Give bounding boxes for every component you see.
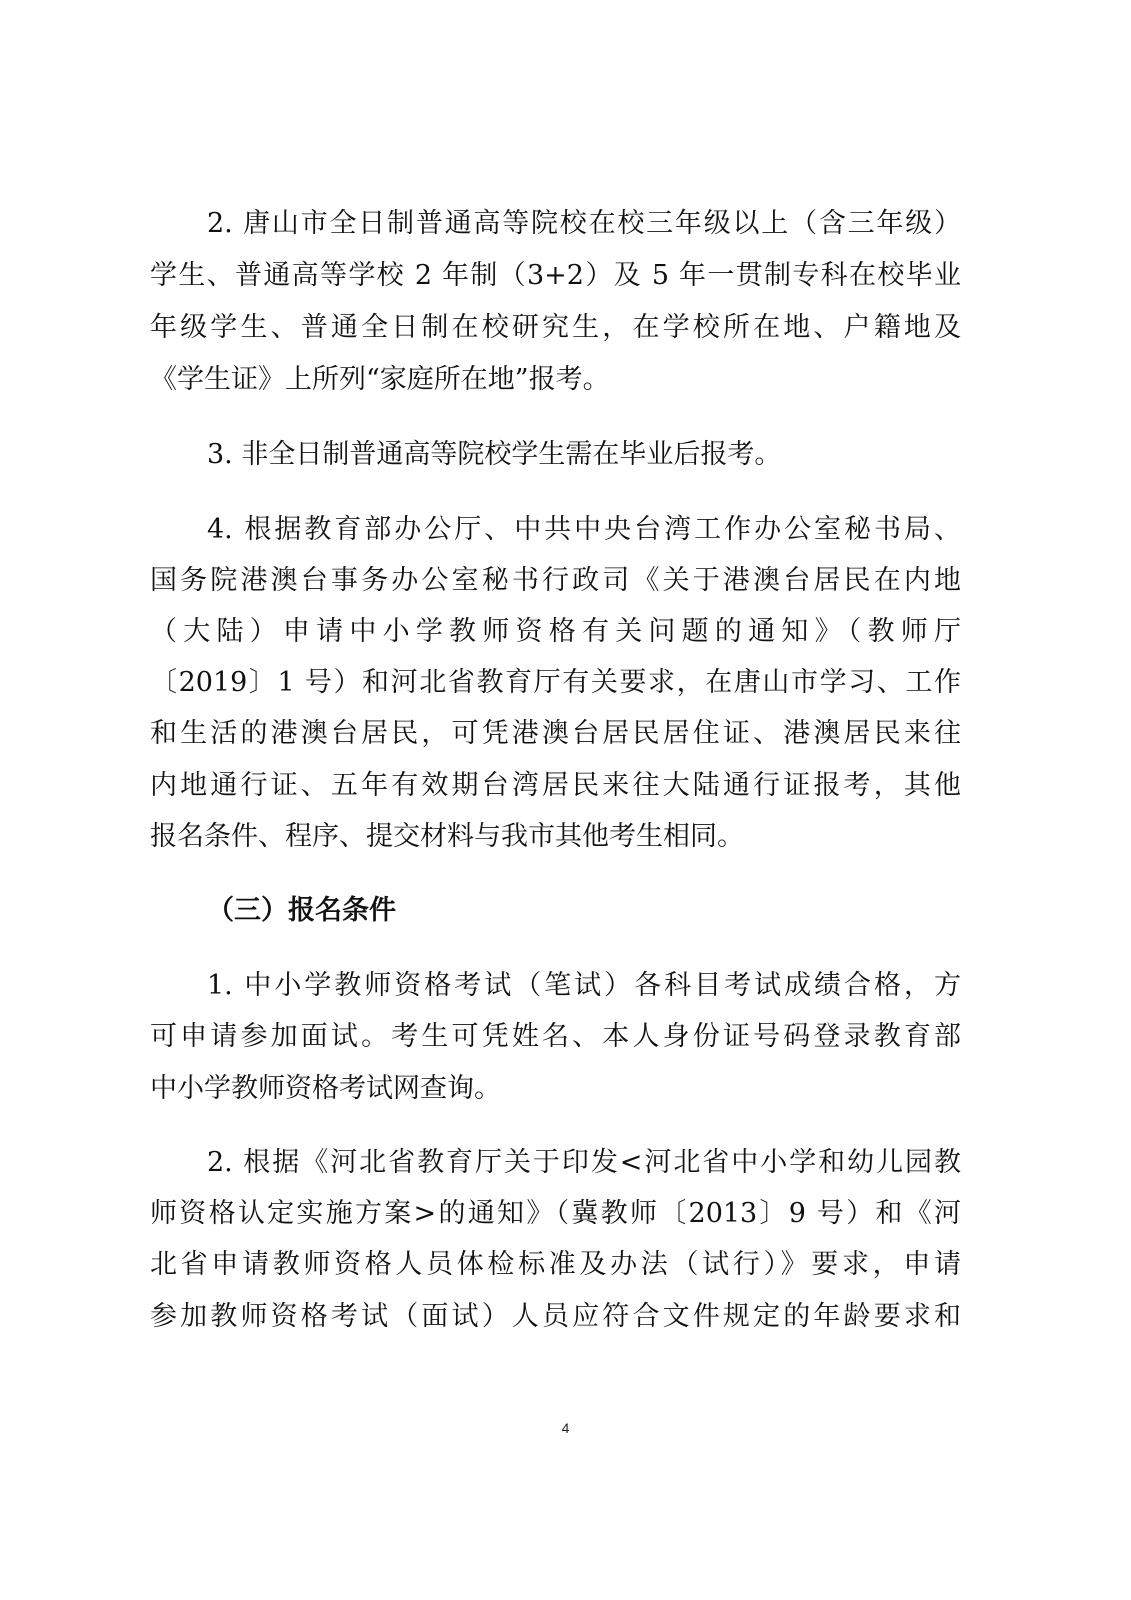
- paragraph-line: （大陆）申请中小学教师资格有关问题的通知》（教师厅: [150, 616, 961, 647]
- paragraph-line: 2. 根据《河北省教育厅关于印发<河北省中小学和幼儿园教: [207, 1147, 961, 1178]
- paragraph-line: 4. 根据教育部办公厅、中共中央台湾工作办公室秘书局、: [207, 514, 961, 545]
- paragraph-line: 2. 唐山市全日制普通高等院校在校三年级以上（含三年级）: [207, 208, 961, 239]
- paragraph-line: 学生、普通高等学校 2 年制（3+2）及 5 年一贯制专科在校毕业: [150, 260, 961, 291]
- paragraph-line: 师资格认定实施方案>的通知》（冀教师〔2013〕9 号）和《河: [150, 1198, 961, 1229]
- paragraph-line: 〔2019〕1 号）和河北省教育厅有关要求，在唐山市学习、工作: [150, 667, 961, 698]
- paragraph-line: 内地通行证、五年有效期台湾居民来往大陆通行证报考，其他: [150, 770, 961, 801]
- paragraph-line: 年级学生、普通全日制在校研究生，在学校所在地、户籍地及: [150, 312, 961, 343]
- paragraph-line: 可申请参加面试。考生可凭姓名、本人身份证号码登录教育部: [150, 1021, 961, 1052]
- paragraph-line: 1. 中小学教师资格考试（笔试）各科目考试成绩合格，方: [207, 970, 961, 1001]
- paragraph-line: 和生活的港澳台居民，可凭港澳台居民居住证、港澳居民来往: [150, 718, 961, 749]
- paragraph-line: 报名条件、程序、提交材料与我市其他考生相同。: [150, 821, 744, 852]
- paragraph-line: 国务院港澳台事务办公室秘书行政司《关于港澳台居民在内地: [150, 565, 961, 596]
- paragraph-line: 3. 非全日制普通高等院校学生需在毕业后报考。: [207, 439, 782, 470]
- section-heading: （三）报名条件: [207, 895, 396, 926]
- paragraph-line: 《学生证》上所列“家庭所在地”报考。: [150, 364, 610, 395]
- paragraph-line: 北省申请教师资格人员体检标准及办法（试行）》要求，申请: [150, 1249, 961, 1280]
- paragraph-line: 中小学教师资格考试网查询。: [150, 1073, 501, 1104]
- page-number: 4: [561, 1420, 570, 1436]
- paragraph-line: 参加教师资格考试（面试）人员应符合文件规定的年龄要求和: [150, 1301, 961, 1332]
